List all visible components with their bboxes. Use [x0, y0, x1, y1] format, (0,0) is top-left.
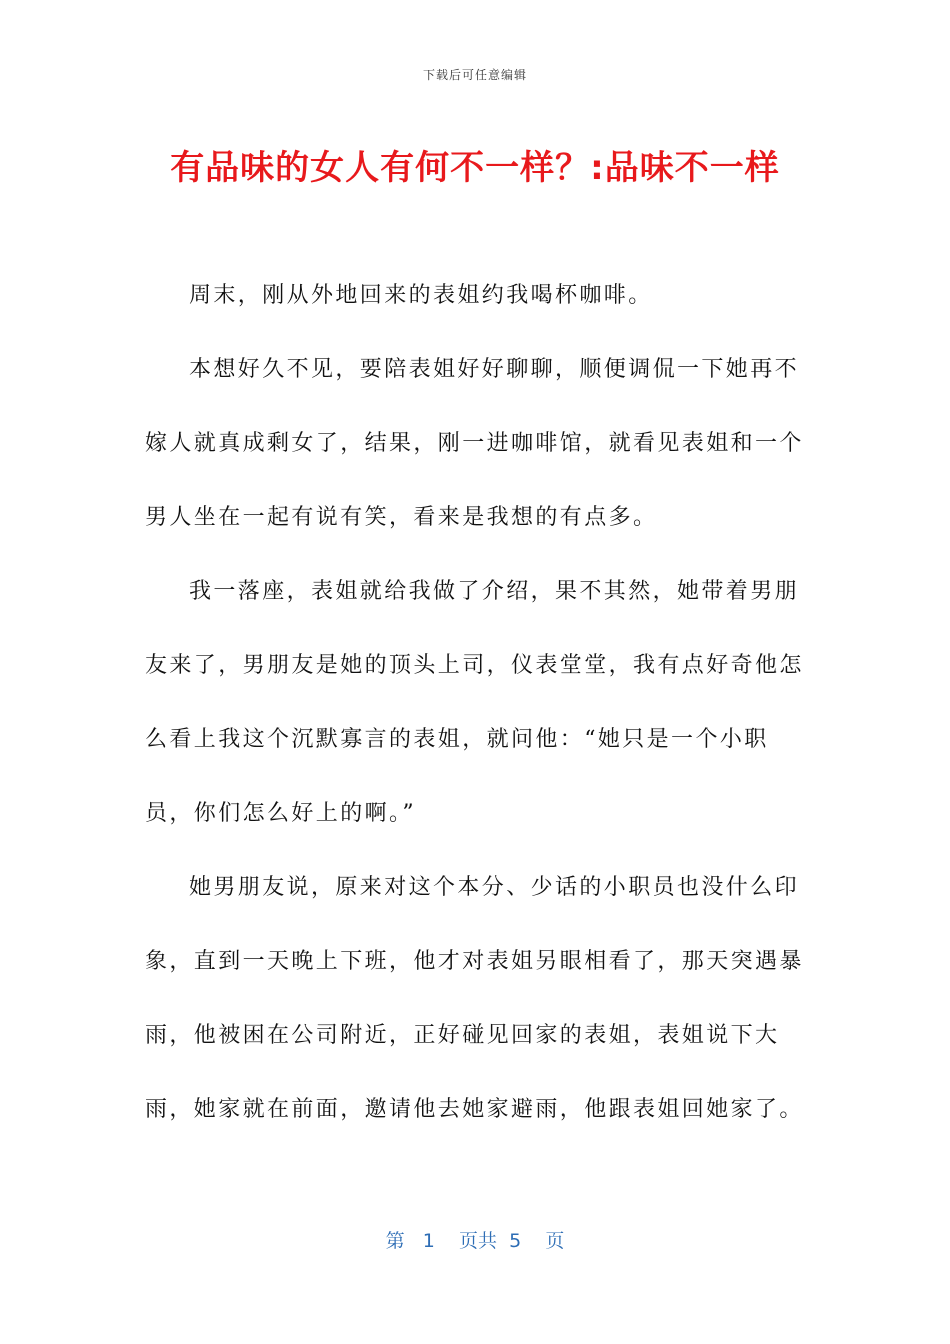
paragraph-4: 她男朋友说，原来对这个本分、少话的小职员也没什么印象，直到一天晚上下班，他才对表姐另眼相看了，那天突遇暴雨，他被困在公司附近，正好碰见回家的表姐，表姐说下大雨，她家就在前面，邀请他去她家避雨，他跟表姐回她家了。 — [145, 875, 804, 1122]
document-body — [145, 259, 805, 1147]
footer-page-suffix: 页 — [545, 1230, 565, 1252]
paragraph-3: 我一落座，表姐就给我做了介绍，果不其然，她带着男朋友来了，男朋友是她的顶头上司，仪表堂堂，我有点好奇他怎么看上我这个沉默寡言的表姐，就问他：“她只是一个小职员，你们怎么好上的啊。” — [145, 579, 804, 826]
footer-page-total: 5 — [509, 1230, 522, 1252]
header-note: 下载后可任意编辑 — [422, 68, 527, 82]
paragraph-2: 本想好久不见，要陪表姐好好聊聊，顺便调侃一下她再不嫁人就真成剩女了，结果，刚一进咖啡馆，就看见表姐和一个男人坐在一起有说有笑，看来是我想的有点多。 — [145, 357, 804, 530]
paragraph-1: 周末，刚从外地回来的表姐约我喝杯咖啡。 — [189, 283, 653, 308]
document-title: 有品味的女人有何不一样？:品味不一样 — [170, 148, 780, 188]
page-footer — [0, 1226, 950, 1253]
footer-page-middle: 页共 — [459, 1230, 498, 1252]
footer-page-prefix: 第 — [385, 1230, 405, 1252]
footer-page-number: 1 — [422, 1230, 435, 1252]
